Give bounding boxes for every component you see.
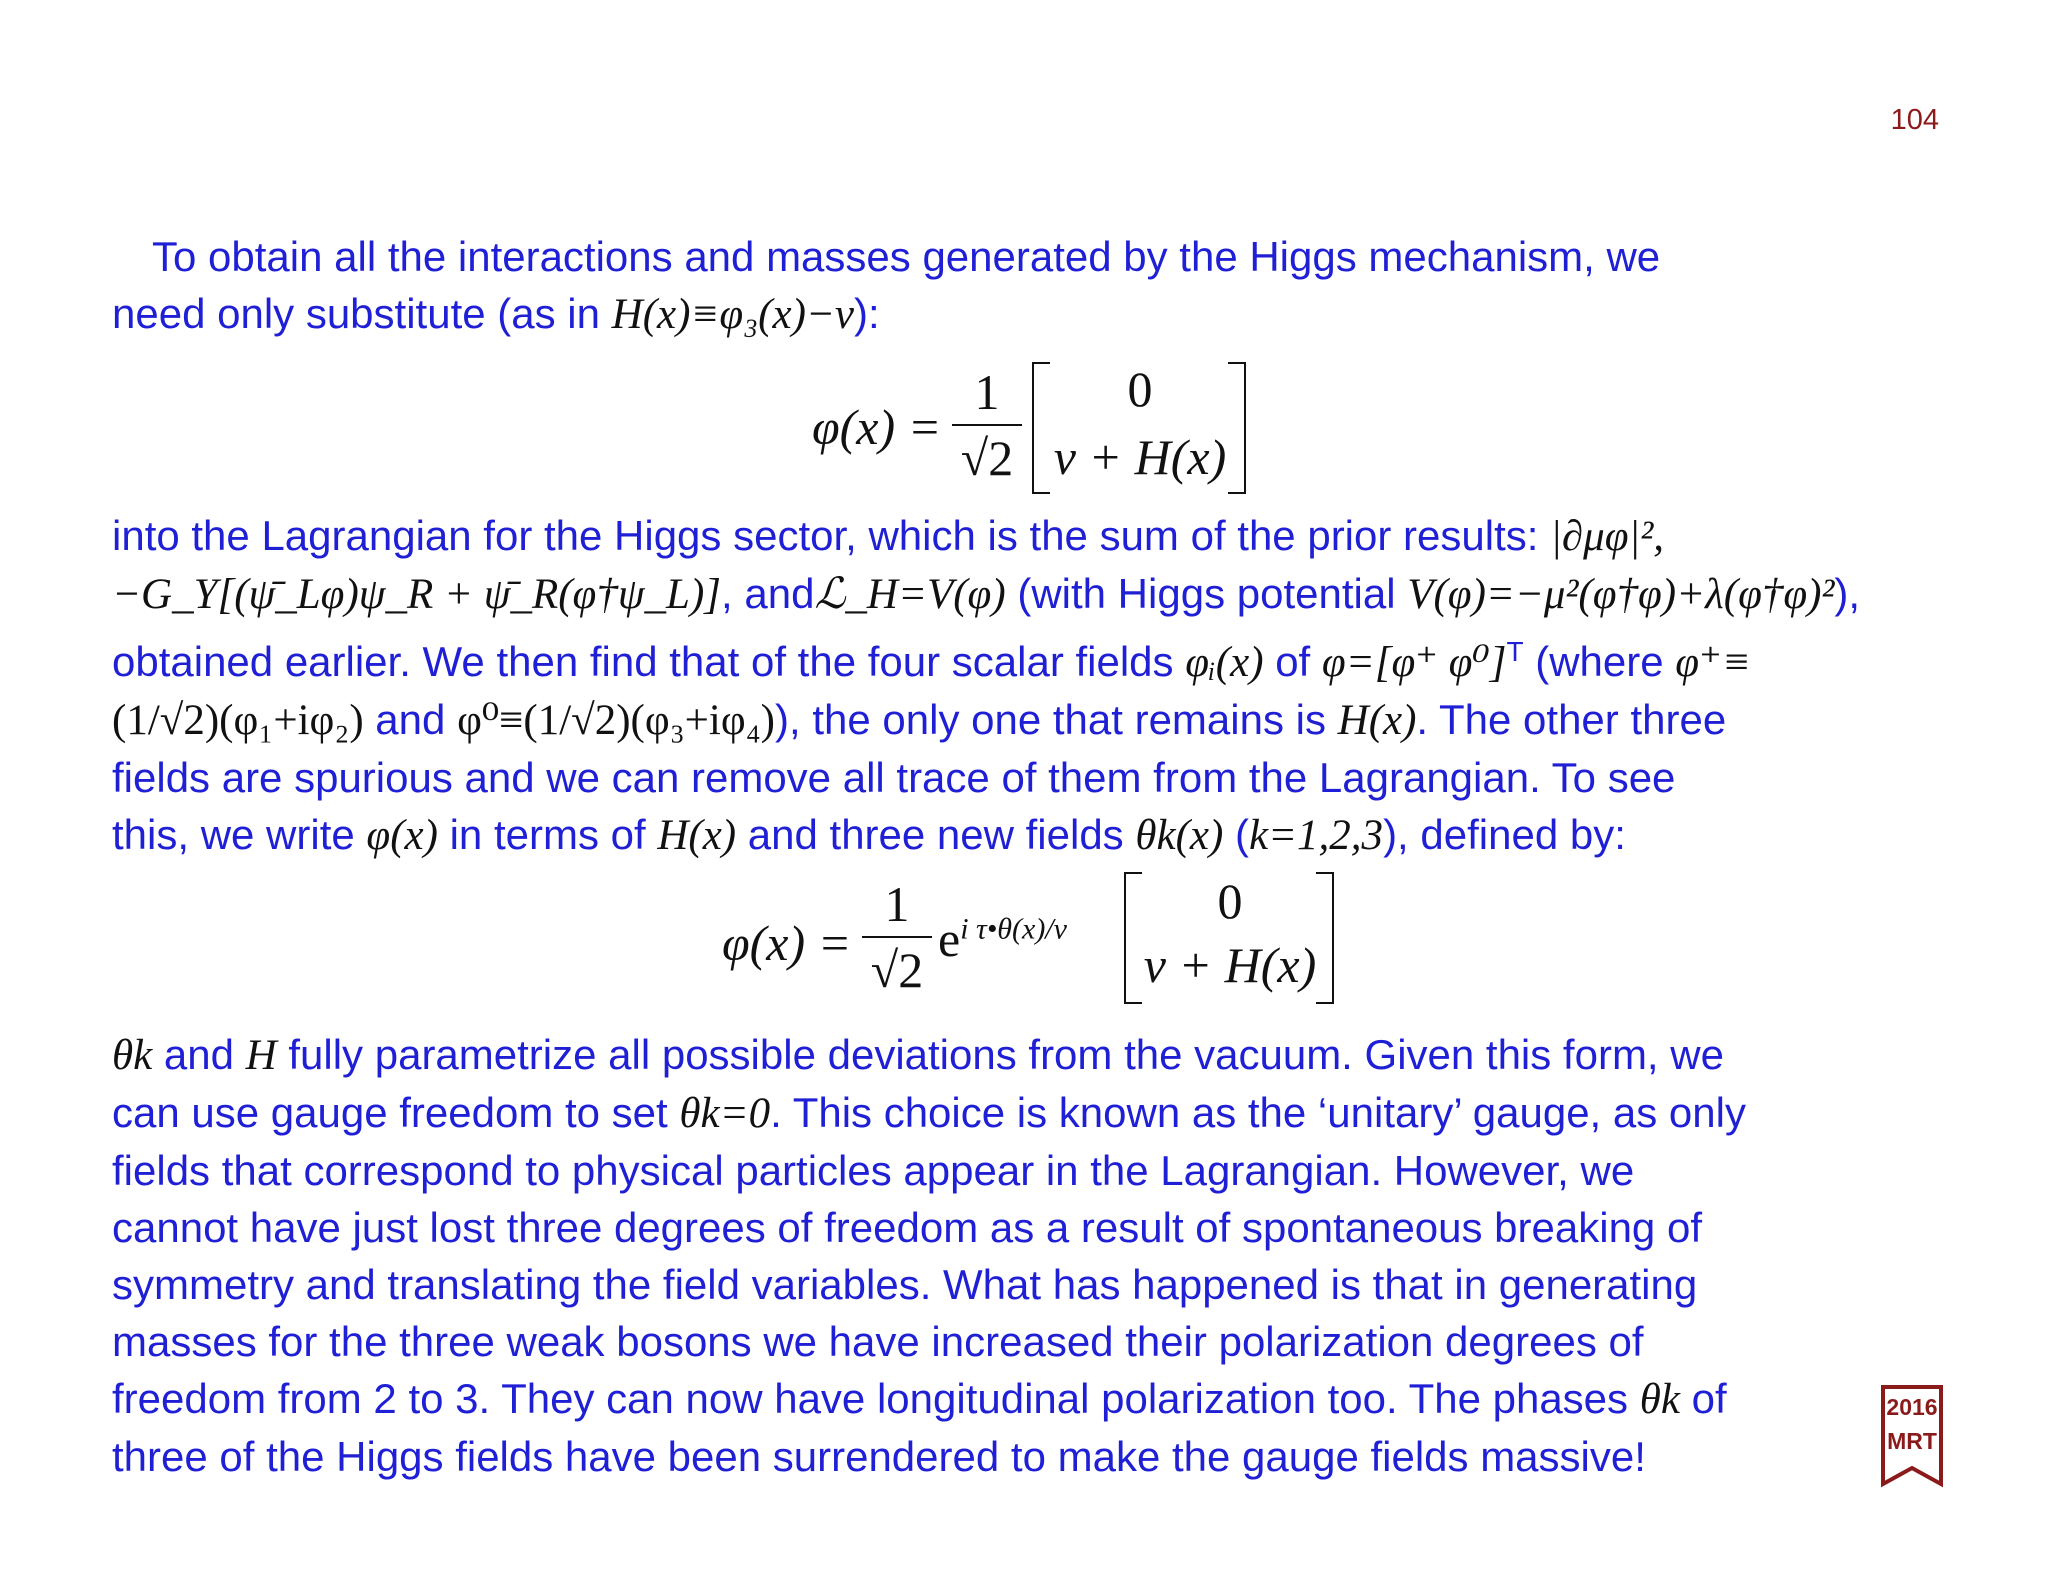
equation-2-exponential: $e^{i \tau•\theta(x)/v}$ bbox=[938, 911, 1067, 967]
equation-2-exponent: i τ•θ(x)/v bbox=[960, 912, 1067, 946]
equation-1-lhs: φ(x) = bbox=[812, 399, 942, 455]
lagrangian-line-5: fields are spurious and we can remove all trace of them from the Lagrangian. To see bbox=[112, 754, 1676, 801]
gauge-line-5: symmetry and translating the field variables. What has happened is that in generating bbox=[112, 1261, 1698, 1308]
equation-2-top-entry: 0 bbox=[1217, 873, 1243, 929]
gauge-line-4: cannot have just lost three degrees of freedom as a result of spontaneous breaking of bbox=[112, 1204, 1702, 1251]
intro-line-2: need only substitute (as in H(x)≡φ₃(x)−v): bbox=[112, 290, 880, 338]
equation-1-top-entry: 0 bbox=[1127, 361, 1153, 417]
lagrangian-line-1: into the Lagrangian for the Higgs sector, which is the sum of the prior results: |∂μφ|², bbox=[112, 512, 1664, 560]
lagrangian-paragraph bbox=[112, 507, 1972, 864]
gauge-line-3: fields that correspond to physical particles appear in the Lagrangian. However, we bbox=[112, 1147, 1635, 1194]
intro-line-1: To obtain all the interactions and masses generated by the Higgs mechanism, we bbox=[152, 233, 1661, 280]
equation-2-fraction: 1 √2 bbox=[862, 874, 932, 1000]
equation-2 bbox=[0, 872, 2048, 1012]
gauge-line-1: θk and H fully parametrize all possible deviations from the vacuum. Given this form, we bbox=[112, 1031, 1724, 1079]
higgs-field-definition: H(x)≡φ₃(x)−v bbox=[611, 291, 854, 338]
logo-initials: MRT bbox=[1887, 1428, 1937, 1454]
equation-1-right-bracket bbox=[1228, 362, 1246, 494]
lagrangian-line-3: obtained earlier. We then find that of the four scalar fields φᵢ(x) of φ=[φ⁺ φ⁰]$^T$ (where φ⁺≡ bbox=[112, 636, 1751, 686]
lagrangian-line-2: −G_Y[(ψ̄_Lφ)ψ_R + ψ̄_R(φ†ψ_L)], andℒ_H=V(φ) (with Higgs potential V(φ)=−μ²(φ†φ)+λ(φ†φ)²), bbox=[112, 570, 1861, 618]
gauge-line-2: can use gauge freedom to set θk=0. This choice is known as the ‘unitary’ gauge, as only bbox=[112, 1089, 1746, 1137]
equation-2-lhs: φ(x) = bbox=[722, 915, 852, 971]
lagrangian-line-4: (1/√2)(φ₁+iφ₂) and φ⁰≡(1/√2)(φ₃+iφ₄)), the only one that remains is H(x). The other three bbox=[112, 696, 1727, 744]
mrt-logo bbox=[1880, 1384, 1944, 1488]
equation-1 bbox=[0, 360, 2048, 500]
equation-1-bottom-entry: v + H(x) bbox=[1053, 429, 1227, 485]
intro-paragraph bbox=[112, 228, 1972, 343]
gauge-line-8: three of the Higgs fields have been surrendered to make the gauge fields massive! bbox=[112, 1433, 1646, 1480]
gauge-line-6: masses for the three weak bosons we have increased their polarization degrees of bbox=[112, 1318, 1644, 1365]
logo-year: 2016 bbox=[1886, 1394, 1938, 1420]
equation-1-fraction: 1 √2 bbox=[952, 362, 1022, 488]
page-number: 104 bbox=[1890, 104, 1939, 136]
equation-2-bottom-entry: v + H(x) bbox=[1143, 937, 1317, 993]
gauge-line-7: freedom from 2 to 3. They can now have longitudinal polarization too. The phases θk of bbox=[112, 1375, 1727, 1423]
lagrangian-line-6: this, we write φ(x) in terms of H(x) and three new fields θk(x) (k=1,2,3), defined by: bbox=[112, 811, 1626, 859]
unitary-gauge-paragraph bbox=[112, 1026, 1972, 1485]
equation-1-left-bracket bbox=[1032, 362, 1050, 494]
